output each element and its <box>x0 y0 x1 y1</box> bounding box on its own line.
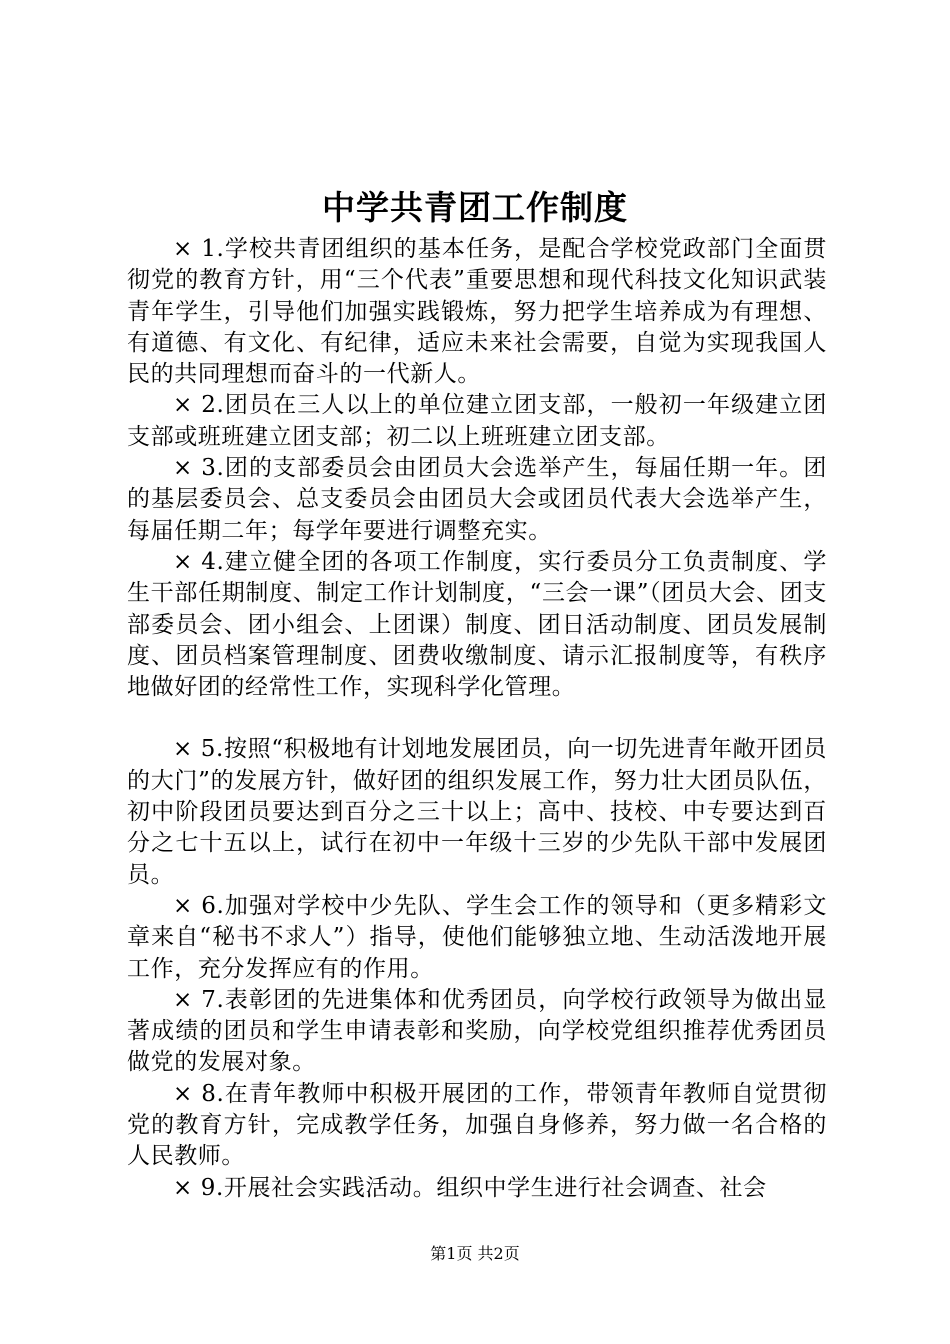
paragraph-4: × 4.建立健全团的各项工作制度，实行委员分工负责制度、学生干部任期制度、制定工作计划制度，“三会一课”（团员大会、团支部委员会、团小组会、上团课）制度、团日活动制度、团员发展制度、团员档案管理制度、团费收缴制度、请示汇报制度等，有秩序地做好团的经常性工作，实现科学化管理。 <box>127 548 827 701</box>
paragraph-3: × 3.团的支部委员会由团员大会选举产生，每届任期一年。团的基层委员会、总支委员会由团员大会或团员代表大会选举产生，每届任期二年；每学年要进行调整充实。 <box>127 455 827 544</box>
document-body <box>127 234 827 1204</box>
paragraph-8: × 8.在青年教师中积极开展团的工作，带领青年教师自觉贯彻党的教育方针，完成教学任务，加强自身修养，努力做一名合格的人民教师。 <box>127 1080 827 1170</box>
paragraph-9: × 9.开展社会实践活动。组织中学生进行社会调查、社会 <box>173 1174 767 1201</box>
paragraph-5: × 5.按照“积极地有计划地发展团员，向一切先进青年敞开团员的大门”的发展方针，做好团的组织发展工作，努力壮大团员队伍，初中阶段团员要达到百分之三十以上；高中、技校、中专要达到百分之七十五以上，试行在初中一年级十三岁的少先队干部中发展团员。 <box>127 736 827 888</box>
page-footer: 第1页 共2页 <box>430 1244 520 1263</box>
paragraph-6: × 6.加强对学校中少先队、学生会工作的领导和（更多精彩文章来自“秘书不求人”）指导，使他们能够独立地、生动活泼地开展工作，充分发挥应有的作用。 <box>127 892 827 982</box>
paragraph-1: × 1.学校共青团组织的基本任务，是配合学校党政部门全面贯彻党的教育方针，用“三个代表”重要思想和现代科技文化知识武装青年学生，引导他们加强实践锻炼，努力把学生培养成为有理想、有道德、有文化、有纪律，适应未来社会需要，自觉为实现我国人民的共同理想而奋斗的一代新人。 <box>127 236 827 388</box>
paragraph-7: × 7.表彰团的先进集体和优秀团员，向学校行政领导为做出显著成绩的团员和学生申请表彰和奖励，向学校党组织推荐优秀团员做党的发展对象。 <box>127 986 827 1076</box>
document-title: 中学共青团工作制度 <box>322 188 628 227</box>
paragraph-2: × 2.团员在三人以上的单位建立团支部，一般初一年级建立团支部或班班建立团支部；初二以上班班建立团支部。 <box>127 392 827 450</box>
